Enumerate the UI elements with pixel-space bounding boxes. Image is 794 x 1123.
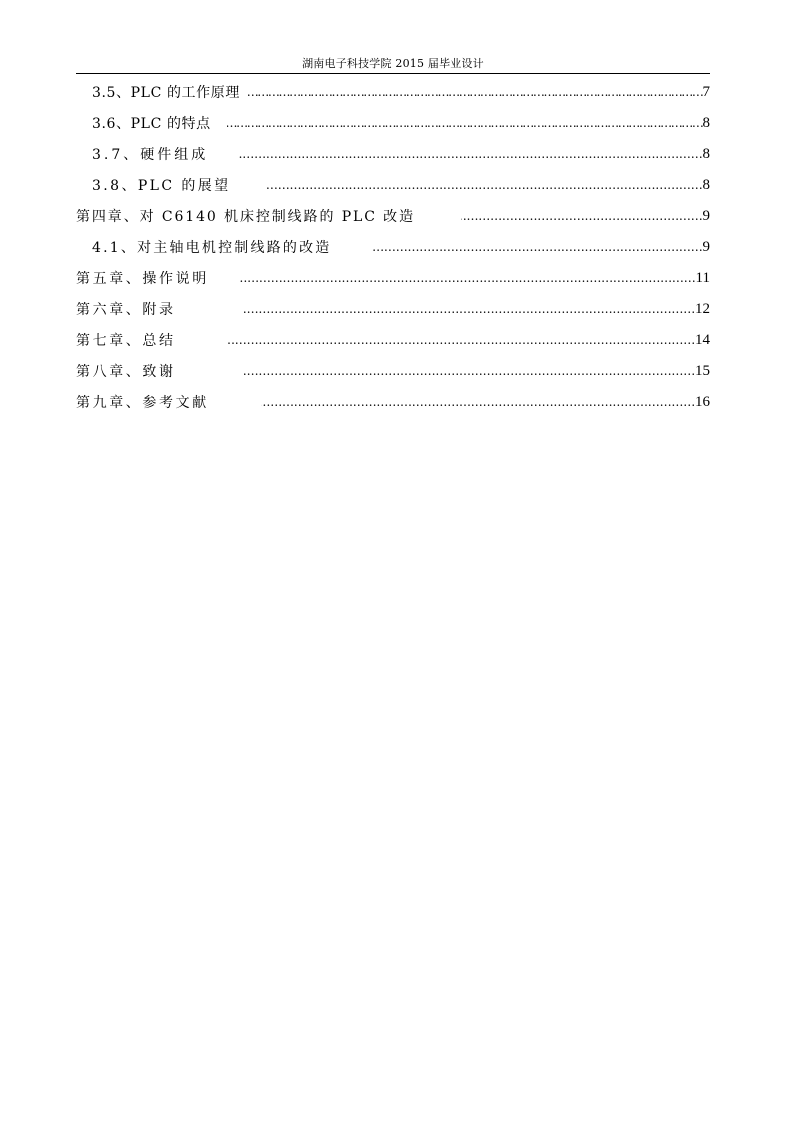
toc-entry-3-6[interactable]	[92, 111, 710, 135]
toc-entry-label: 3.7、硬件组成	[92, 147, 209, 163]
toc-page-number: 11	[695, 269, 710, 286]
toc-entry-chapter-8[interactable]	[76, 359, 710, 383]
toc-entry-label: 3.8、PLC 的展望	[92, 178, 231, 194]
toc-leader-dots	[239, 266, 696, 290]
toc-page-number: 15	[695, 362, 710, 379]
toc-entry-4-1[interactable]	[92, 235, 710, 259]
toc-page-number: 8	[702, 114, 710, 131]
toc-entry-label: 3.6、PLC 的特点	[92, 116, 211, 132]
toc-leader-dots	[461, 204, 703, 228]
toc-page-number: 9	[702, 207, 710, 224]
toc-page-number: 16	[695, 393, 710, 410]
toc-entry-label: 第四章、对 C6140 机床控制线路的 PLC 改造	[76, 209, 415, 225]
toc-leader-dots	[226, 328, 695, 352]
toc-leader-dots	[244, 359, 695, 383]
toc-entry-chapter-5[interactable]	[76, 266, 710, 290]
page-header: 湖南电子科技学院 2015 届毕业设计	[302, 57, 484, 70]
toc-entry-chapter-9[interactable]	[76, 390, 710, 414]
toc-entry-label: 第五章、操作说明	[76, 271, 209, 287]
toc-leader-dots	[248, 80, 703, 104]
toc-entry-label: 第六章、附录	[76, 302, 176, 318]
toc-leader-dots	[261, 390, 695, 414]
toc-entry-chapter-4[interactable]	[76, 204, 710, 228]
toc-entry-label: 第七章、总结	[76, 333, 176, 349]
toc-page-number: 14	[695, 331, 710, 348]
toc-entry-3-7[interactable]	[92, 142, 710, 166]
toc-leader-dots	[242, 297, 695, 321]
toc-leader-dots	[371, 235, 702, 259]
toc-entry-3-5[interactable]	[92, 80, 710, 104]
toc-page-number: 9	[702, 238, 710, 255]
toc-page-number: 12	[695, 300, 710, 317]
toc-entry-3-8[interactable]	[92, 173, 710, 197]
toc-leader-dots	[227, 111, 703, 135]
toc-page-number: 8	[702, 145, 710, 162]
toc-entry-label: 第九章、参考文献	[76, 395, 209, 411]
header-divider	[76, 73, 710, 74]
toc-entry-chapter-6[interactable]	[76, 297, 710, 321]
toc-leader-dots	[267, 173, 703, 197]
toc-entry-chapter-7[interactable]	[76, 328, 710, 352]
toc-leader-dots	[238, 142, 702, 166]
toc-page-number: 7	[702, 83, 710, 100]
toc-entry-label: 3.5、PLC 的工作原理	[92, 85, 240, 101]
toc-entry-label: 4.1、对主轴电机控制线路的改造	[92, 240, 332, 256]
toc-page-number: 8	[702, 176, 710, 193]
toc-entry-label: 第八章、致谢	[76, 364, 176, 380]
